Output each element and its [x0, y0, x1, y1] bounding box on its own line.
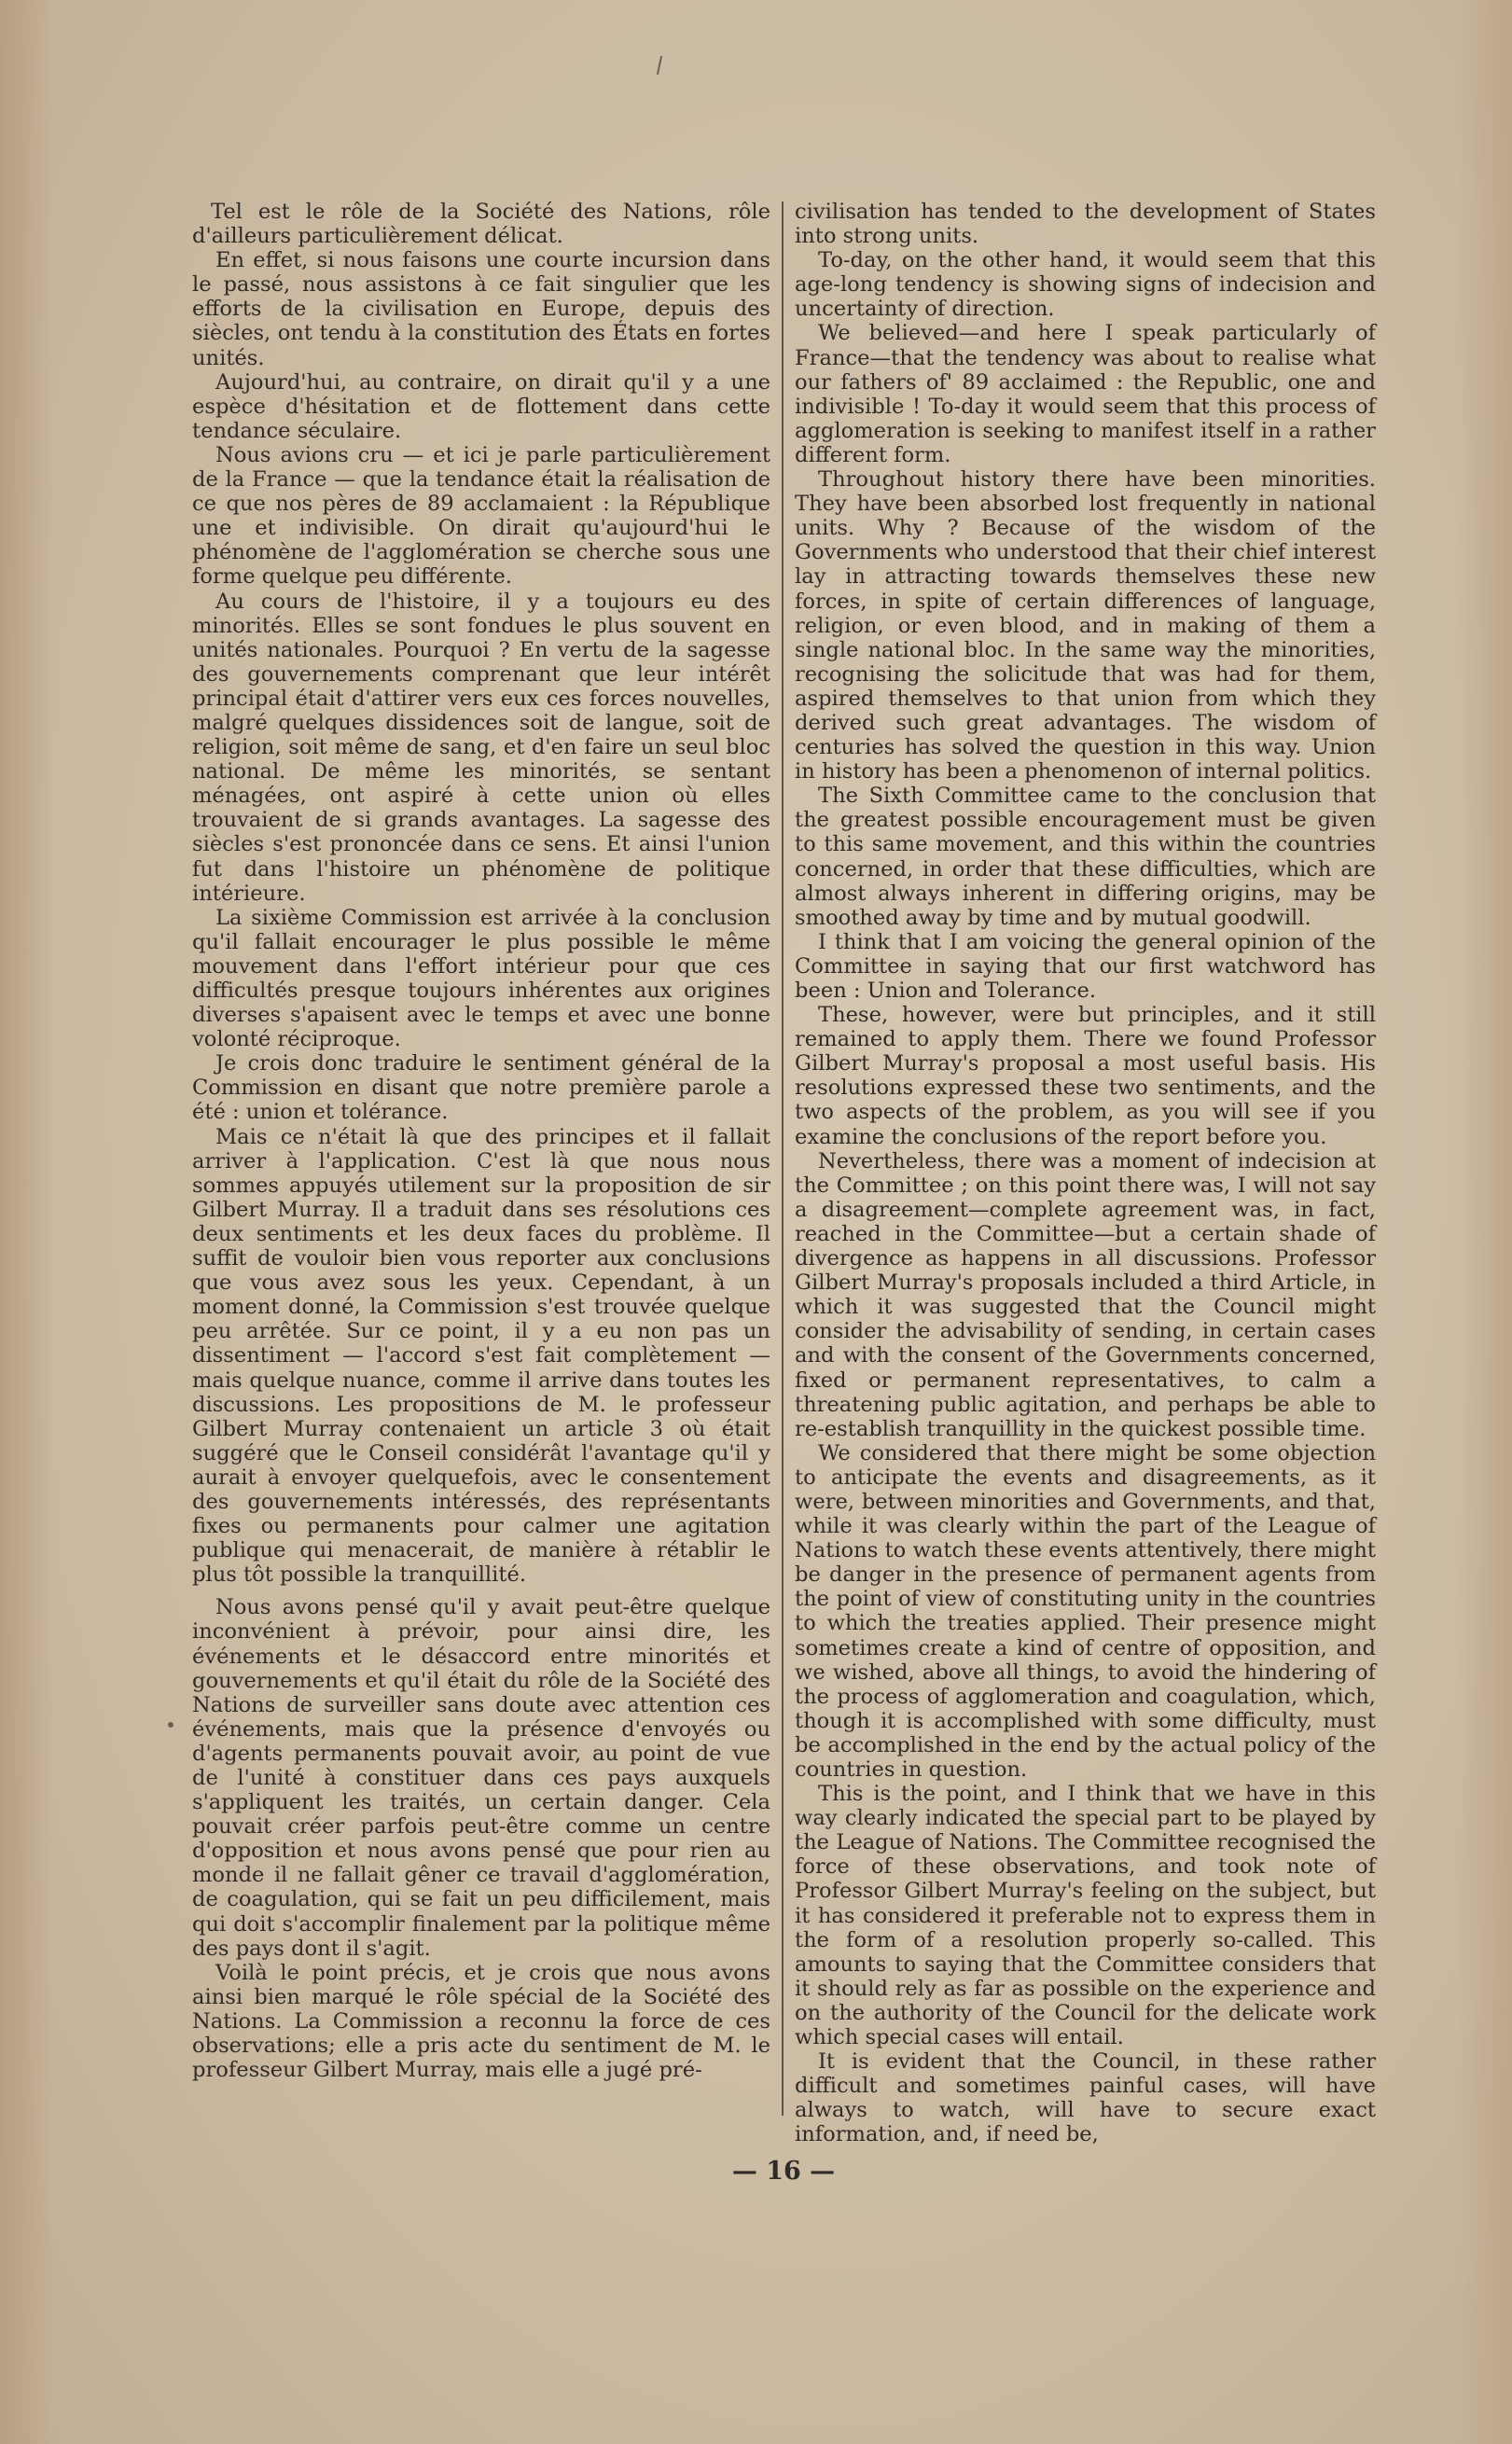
paragraph: civilisation has tended to the development of States into strong units.: [795, 200, 1376, 249]
paragraph: Nous avons pensé qu'il y avait peut-être quelque inconvénient à prévoir, pour ainsi dire, les événements et le désaccord entre minorités et gouvernements et qu'il était du rôle de la Société des Nations de surveiller sans doute avec attention ces événements, mais que la présence d'envoyés ou d'agents permanents pouvait avoir, au point de vue de l'unité à constituer dans ces pays auxquels s'appliquent les traités, un certain danger. Cela pouvait créer parfois peut-être comme un centre d'opposition et nous avons pensé que pour rien au monde il ne fallait gêner ce travail d'agglomération, de coagulation, qui se fait un peu difficilement, mais qui doit s'accomplir finalement par la politique même des pays dont il s'agit.: [192, 1595, 770, 1961]
paragraph: These, however, were but principles, and it still remained to apply them. There we found Professor Gilbert Murray's proposal a most useful basis. His resolutions expressed these two sentiments, and the two aspects of the problem, as you will see if you examine the conclusions of the report before you.: [795, 1003, 1376, 1149]
paragraph: This is the point, and I think that we have in this way clearly indicated the special part to be played by the League of Nations. The Committee recognised the force of these observations, and took note of Professor Gilbert Murray's feeling on the subject, but it has considered it preferable not to express them in the form of a resolution properly so-called. This amounts to saying that the Committee considers that it should rely as far as possible on the experience and on the authority of the Council for the delicate work which special cases will entail.: [795, 1782, 1376, 2050]
paragraph: En effet, si nous faisons une courte incursion dans le passé, nous assistons à ce fait singulier que les efforts de la civilisation en Europe, depuis des siècles, ont tendu à la constitution des États en fortes unités.: [192, 248, 770, 370]
ink-mark: [657, 56, 662, 75]
paragraph: Aujourd'hui, au contraire, on dirait qu'il y a une espèce d'hésitation et de flottement dans cette tendance séculaire.: [192, 369, 770, 443]
page-edge-shadow-left: [0, 0, 56, 2444]
paragraph: To-day, on the other hand, it would seem that this age-long tendency is showing signs of indecision and uncertainty of direction.: [795, 248, 1376, 322]
paragraph: Mais ce n'était là que des principes et il fallait arriver à l'application. C'est là que nous nous sommes appuyés utilement sur la proposition de sir Gilbert Murray. Il a traduit dans ses résolutions ces deux sentiments et les deux faces du problème. Il suffit de vouloir bien vous reporter aux conclusions que vous avez sous les yeux. Cependant, à un moment donné, la Commission s'est trouvée quelque peu arrêtée. Sur ce point, il y a eu non pas un dissentiment — l'accord s'est fait complètement — mais quelque nuance, comme il arrive dans toutes les discussions. Les propositions de M. le professeur Gilbert Murray contenaient un article 3 où était suggéré que le Conseil considérât l'avantage qu'il y aurait à envoyer quelquefois, avec le consentement des gouvernements intéressés, des représentants fixes ou permanents pour calmer une agitation publique qui menacerait, de manière à rétablir le plus tôt possible la tranquillité.: [192, 1124, 770, 1588]
column-divider: [782, 201, 784, 2116]
french-text-column: [192, 200, 770, 2112]
paragraph: Je crois donc traduire le sentiment général de la Commission en disant que notre première parole a été : union et tolérance.: [192, 1051, 770, 1125]
paragraph: Voilà le point précis, et je crois que nous avons ainsi bien marqué le rôle spécial de la Société des Nations. La Commission a reconnu la force de ces observations; elle a pris acte du sentiment de M. le professeur Gilbert Murray, mais elle a jugé pré-: [192, 1960, 770, 2083]
paragraph: I think that I am voicing the general opinion of the Committee in saying that our first watchword has been : Union and Tolerance.: [795, 929, 1376, 1003]
paragraph: Throughout history there have been minorities. They have been absorbed lost frequently in national units. Why ? Because of the wisdom of the Governments who understood that their chief interest lay in attracting towards themselves these new forces, in spite of certain differences of language, religion, or even blood, and in making of them a single national bloc. In the same way the minorities, recognising the solicitude that was had for them, aspired themselves to that union from which they derived such great advantages. The wisdom of centuries has solved the question in this way. Union in history has been a phenomenon of internal politics.: [795, 467, 1376, 785]
paragraph: Nevertheless, there was a moment of indecision at the Committee ; on this point there was, I will not say a disagreement—complete agreement was, in fact, reached in the Committee—but a certain shade of divergence as happens in all discussions. Professor Gilbert Murray's proposals included a third Article, in which it was suggested that the Council might consider the advisability of sending, in certain cases and with the consent of the Governments concerned, fixed or permanent representatives, to calm a threatening public agitation, and perhaps be able to re-establish tranquillity in the quickest possible time.: [795, 1148, 1376, 1441]
paragraph: La sixième Commission est arrivée à la conclusion qu'il fallait encourager le plus possible le même mouvement dans l'effort intérieur pour que ces difficultés presque toujours inhérentes aux origines diverses s'apaisent avec le temps et avec une bonne volonté réciproque.: [192, 905, 770, 1052]
page-edge-shadow-right: [1456, 0, 1512, 2444]
page-number: — 16 —: [731, 2157, 836, 2186]
paragraph: The Sixth Committee came to the conclusion that the greatest possible encouragement must be given to this same movement, and this within the countries concerned, in order that these difficulties, which are almost always inherent in differing origins, may be smoothed away by time and by mutual goodwill.: [795, 784, 1376, 930]
paragraph: Tel est le rôle de la Société des Nations, rôle d'ailleurs particulièrement délicat.: [192, 200, 770, 249]
paragraph: Au cours de l'histoire, il y a toujours eu des minorités. Elles se sont fondues le plus souvent en unités nationales. Pourquoi ? En vertu de la sagesse des gouvernements comprenant que leur intérêt principal était d'attirer vers eux ces forces nouvelles, malgré quelques dissidences soit de langue, soit de religion, soit même de sang, et d'en faire un seul bloc national. De même les minorités, se sentant ménagées, ont aspiré à cette union où elles trouvaient de si grands avantages. La sagesse des siècles s'est prononcée dans ce sens. Et ainsi l'union fut dans l'histoire un phénomène de politique intérieure.: [192, 589, 770, 906]
paragraph: Nous avions cru — et ici je parle particulièrement de la France — que la tendance était la réalisation de ce que nos pères de 89 acclamaient : la République une et indivisible. On dirait qu'aujourd'hui le phénomène de l'agglomération se cherche sous une forme quelque peu différente.: [192, 442, 770, 590]
english-text-column: [795, 200, 1376, 2147]
paragraph: We believed—and here I speak particularly of France—that the tendency was about to realise what our fathers of' 89 acclaimed : the Republic, one and indivisible ! To-day it would seem that this process of agglomeration is seeking to manifest itself in a rather different form.: [795, 321, 1376, 467]
paragraph: We considered that there might be some objection to anticipate the events and disagreements, as it were, between minorities and Governments, and that, while it was clearly within the part of the League of Nations to watch these events attentively, there might be danger in the presence of permanent agents from the point of view of constituting unity in the countries to which the treaties applied. Their presence might sometimes create a kind of centre of opposition, and we wished, above all things, to avoid the hindering of the process of agglomeration and coagulation, which, though it is accomplished with some difficulty, must be accomplished in the end by the actual policy of the countries in question.: [795, 1440, 1376, 1782]
ink-dot: [168, 1722, 173, 1728]
paragraph: It is evident that the Council, in these rather difficult and sometimes painful cases, will have always to watch, will have to secure exact information, and, if need be,: [795, 2049, 1376, 2147]
